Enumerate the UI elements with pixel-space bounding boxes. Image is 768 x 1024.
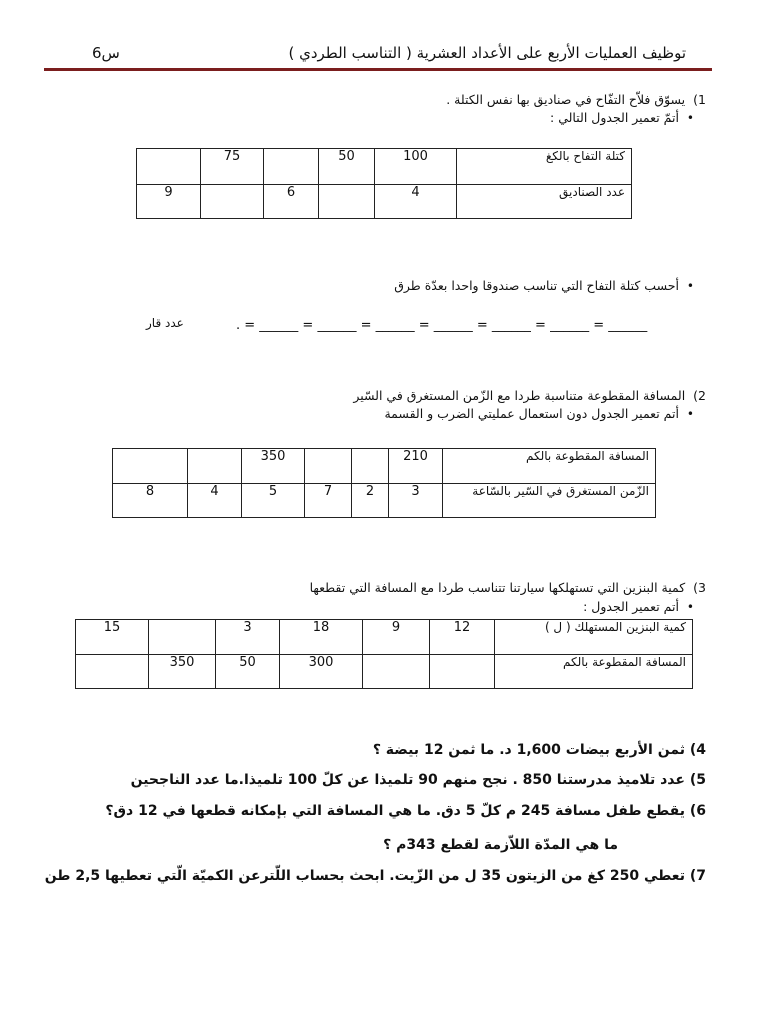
q1-row2-label: عدد الصناديق xyxy=(457,185,632,219)
q2-cell-r2-c3[interactable]: 7 xyxy=(305,484,352,518)
q3-table xyxy=(75,619,693,689)
q2-statement xyxy=(353,388,706,403)
q3-cell-r2-c2[interactable] xyxy=(363,655,430,689)
q2-cell-r2-c1[interactable]: 3 xyxy=(389,484,443,518)
q2-cell-r1-c4[interactable]: 350 xyxy=(242,449,305,484)
q2-instruction: • أتم تعمير الجدول دون استعمال عمليتي الضرب و القسمة xyxy=(384,406,694,421)
q1-cell-r1-c3[interactable] xyxy=(264,149,319,185)
worksheet-title: توظيف العمليات الأربع على الأعداد العشرية ( التناسب الطردي ) xyxy=(288,44,686,62)
q2-number: 2) xyxy=(693,388,706,403)
sheet-number: س6 xyxy=(92,44,120,62)
q2-row2-label: الزّمن المستغرق في السّير بالسّاعة xyxy=(443,484,656,518)
q1-cell-r2-c4[interactable] xyxy=(201,185,264,219)
q2-cell-r1-c5[interactable] xyxy=(188,449,242,484)
q2-cell-r1-c1[interactable]: 210 xyxy=(389,449,443,484)
q5-statement xyxy=(131,772,706,788)
q6-text: يقطع طفل مسافة 245 م كلّ 5 دق. ما هي المسافة التي بإمكانه قطعها في 12 دق؟ xyxy=(105,803,685,819)
q2-cell-r2-c6[interactable]: 8 xyxy=(113,484,188,518)
q4-statement xyxy=(373,742,706,758)
q6-number: 6) xyxy=(689,803,706,819)
q7-statement xyxy=(45,868,706,884)
q1-instruction: • أتمّ تعمير الجدول التالي : xyxy=(550,110,694,125)
q3-row2-label: المسافة المقطوعة بالكم xyxy=(495,655,693,689)
q3-cell-r2-c5[interactable]: 350 xyxy=(149,655,216,689)
q1-cell-r2-c1[interactable]: 4 xyxy=(375,185,457,219)
q1-cell-r1-c1[interactable]: 100 xyxy=(375,149,457,185)
q3-cell-r1-c4[interactable]: 3 xyxy=(216,620,280,655)
q2-table xyxy=(112,448,656,518)
q7-text: تعطي 250 كغ من الزيتون 35 ل من الزّيت. ابحث بحساب اللّترعن الكميّة الّتي تعطيها 2,5 طن xyxy=(44,868,685,884)
q1-instruction-2: • أحسب كتلة التفاح التي تناسب صندوقا واحدا بعدّة طرق xyxy=(394,278,694,293)
q3-statement xyxy=(310,580,706,595)
q2-row1-label: المسافة المقطوعة بالكم xyxy=(443,449,656,484)
q3-cell-r1-c3[interactable]: 18 xyxy=(280,620,363,655)
q3-cell-r2-c1[interactable] xyxy=(430,655,495,689)
q2-cell-r1-c6[interactable] xyxy=(113,449,188,484)
q1-cell-r2-c5[interactable]: 9 xyxy=(137,185,201,219)
q3-cell-r1-c6[interactable]: 15 xyxy=(76,620,149,655)
q1-row1-label: كتلة التفاح بالكغ xyxy=(457,149,632,185)
q7-number: 7) xyxy=(689,868,706,884)
q2-cell-r2-c4[interactable]: 5 xyxy=(242,484,305,518)
q1-cell-r2-c3[interactable]: 6 xyxy=(264,185,319,219)
q3-cell-r2-c4[interactable]: 50 xyxy=(216,655,280,689)
q1-constant-label: عدد قار xyxy=(146,316,184,330)
q3-text: كمية البنزين التي تستهلكها سيارتنا تتناسب طردا مع المسافة التي تقطعها xyxy=(309,580,686,595)
q5-number: 5) xyxy=(689,772,706,788)
q3-row1-label: كمية البنزين المستهلك ( ل ) xyxy=(495,620,693,655)
q2-cell-r1-c3[interactable] xyxy=(305,449,352,484)
q2-cell-r2-c2[interactable]: 2 xyxy=(352,484,389,518)
q3-cell-r1-c1[interactable]: 12 xyxy=(430,620,495,655)
q3-number: 3) xyxy=(693,580,706,595)
q1-cell-r1-c4[interactable]: 75 xyxy=(201,149,264,185)
header-divider xyxy=(44,68,712,71)
q4-text: ثمن الأربع بيضات 1,600 د. ما ثمن 12 بيضة ؟ xyxy=(372,742,685,758)
q2-text: المسافة المقطوعة متناسبة طردا مع الزّمن المستغرق في السّير xyxy=(353,388,686,403)
q4-number: 4) xyxy=(689,742,706,758)
q1-cell-r2-c2[interactable] xyxy=(319,185,375,219)
q3-cell-r1-c5[interactable] xyxy=(149,620,216,655)
q1-cell-r1-c5[interactable] xyxy=(137,149,201,185)
q1-cell-r1-c2[interactable]: 50 xyxy=(319,149,375,185)
q2-cell-r2-c5[interactable]: 4 xyxy=(188,484,242,518)
q3-cell-r2-c6[interactable] xyxy=(76,655,149,689)
q6-statement xyxy=(105,803,706,819)
q1-table xyxy=(136,148,632,219)
q3-cell-r1-c2[interactable]: 9 xyxy=(363,620,430,655)
q1-number: 1) xyxy=(693,92,706,107)
q2-cell-r1-c2[interactable] xyxy=(352,449,389,484)
q1-statement xyxy=(446,92,706,107)
q6-statement-2: ما هي المدّة اللاّزمة لقطع 343م ؟ xyxy=(383,837,618,853)
q3-instruction: • أتم تعمير الجدول : xyxy=(583,599,694,614)
q5-text: عدد تلاميذ مدرستنا 850 . نجح منهم 90 تلميذا عن كلّ 100 تلميذا.ما عدد الناجحين xyxy=(130,772,685,788)
q1-text: يسوّق فلاّح التفّاح في صناديق بها نفس الكتلة . xyxy=(446,92,686,107)
q1-answer-blanks[interactable]: . = ______ = ______ = ______ = ______ = ______ = ______ = ______ xyxy=(236,318,648,333)
q3-cell-r2-c3[interactable]: 300 xyxy=(280,655,363,689)
